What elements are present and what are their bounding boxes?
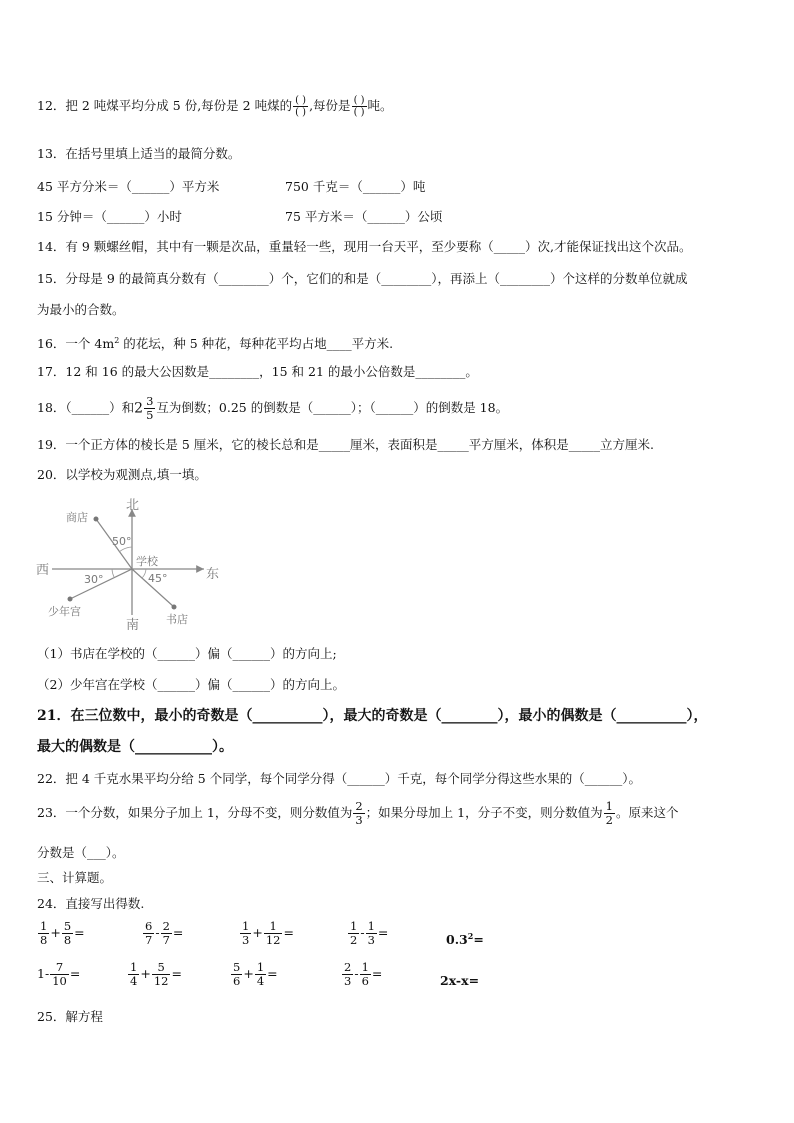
q12-mid: ,每份是 [309, 98, 351, 113]
question-19: 19．一个正方体的棱长是 5 厘米，它的棱长总和是_____厘米，表面积是_____平方厘米，体积是_____立方厘米. [37, 437, 655, 452]
question-23-line2: 分数是（___）。 [37, 845, 125, 860]
question-21-line2: 最大的偶数是（___________）。 [37, 739, 233, 755]
label-school: 学校 [136, 555, 158, 568]
label-palace: 少年宫 [48, 605, 81, 618]
question-16 [37, 333, 393, 352]
q18-fraction: $\frac{3}{5}$ [146, 394, 154, 422]
question-23 [37, 800, 678, 827]
q13-row2-a: 15 分钟＝（______）小时 [37, 209, 182, 224]
q13-row2-b: 75 平方米＝（______）公顷 [285, 209, 443, 224]
q13-row1-b: 750 千克＝（______）吨 [285, 179, 426, 194]
question-21-line1: 21．在三位数中，最小的奇数是（__________），最大的奇数是（________），最小的偶数是（__________）， [37, 708, 708, 724]
q16-text-b: 的花坛，种 5 种花，每种花平均占地____平方米. [119, 336, 394, 352]
calc-8: $\frac{5}{6}$ + $\frac{1}{4}$ = [233, 960, 278, 988]
question-24-title: 24．直接写出得数. [37, 896, 145, 911]
calc-6: 1- $\frac{7}{10}$ = [37, 960, 81, 988]
label-north: 北 [126, 498, 140, 513]
q23-text-b: ；如果分母加上 1，分子不变，则分数值为 [365, 805, 603, 820]
question-20-title: 20．以学校为观测点,填一填。 [37, 467, 207, 482]
calc-7: $\frac{1}{4}$ + $\frac{5}{12}$ = [130, 960, 182, 988]
q16-sup: 2 [114, 336, 120, 345]
question-14: 14．有 9 颗螺丝帽，其中有一颗是次品，重量轻一些，现用一台天平，至少要称（_____）次,才能保证找出这个次品。 [37, 239, 692, 254]
q12-text: 12．把 2 吨煤平均分成 5 份,每份是 2 吨煤的 [37, 98, 293, 113]
calc-9: $\frac{2}{3}$ - $\frac{1}{6}$ = [344, 960, 383, 988]
q13-row1-a: 45 平方分米＝（______）平方米 [37, 179, 220, 194]
label-east: 东 [206, 567, 220, 582]
compass-diagram [34, 497, 234, 632]
calc-3: $\frac{1}{3}$ + $\frac{1}{12}$ = [242, 919, 294, 947]
question-17: 17．12 和 16 的最大公因数是________，15 和 21 的最小公倍数是________。 [37, 364, 478, 379]
question-20-sub1: （1）书店在学校的（______）偏（______）的方向上; [37, 646, 337, 661]
question-13-title: 13．在括号里填上适当的最简分数。 [37, 146, 241, 161]
calc-4: $\frac{1}{2}$ - $\frac{1}{3}$ = [350, 919, 389, 947]
question-20-sub2: （2）少年宫在学校（______）偏（______）的方向上。 [37, 677, 345, 692]
q23-text-c: 。原来这个 [615, 805, 679, 820]
label-bookstore: 书店 [166, 613, 188, 626]
q12-end: 吨。 [367, 98, 393, 113]
calc-10: 2x-x= [440, 973, 480, 988]
q23-fraction-1: $\frac{2}{3}$ [355, 799, 363, 827]
q23-text-a: 23．一个分数，如果分子加上 1，分母不变，则分数值为 [37, 805, 353, 820]
palace-point [68, 597, 73, 602]
calc-1: $\frac{1}{8}$ + $\frac{5}{8}$ = [40, 919, 85, 947]
q12-blank-fraction-2: $\frac{( )}{( )}$ [353, 95, 365, 118]
q16-text-a: 16．一个 4m [37, 336, 115, 352]
label-west: 西 [36, 563, 50, 578]
label-angle-50: 50° [112, 535, 132, 548]
q12-blank-fraction-1: $\frac{( )}{( )}$ [295, 95, 307, 118]
question-12 [37, 95, 393, 118]
bookstore-point [172, 605, 177, 610]
label-south: 南 [126, 618, 140, 632]
q23-fraction-2: $\frac{1}{2}$ [605, 799, 613, 827]
question-22: 22．把 4 千克水果平均分给 5 个同学，每个同学分得（______）千克，每个同学分得这些水果的（______）。 [37, 771, 641, 786]
label-shop: 商店 [66, 511, 88, 524]
label-angle-45: 45° [148, 572, 168, 585]
question-25: 25．解方程 [37, 1009, 103, 1024]
question-15-line2: 为最小的合数。 [37, 302, 125, 317]
question-18 [37, 395, 508, 422]
q18-text-b: 互为倒数；0.25 的倒数是（______）；（______）的倒数是 18。 [156, 400, 509, 415]
q18-text-a: 18．（______）和 [37, 400, 135, 415]
calc-5: $0.3^2=$ [446, 931, 484, 948]
label-angle-30: 30° [84, 573, 104, 586]
section-3-title: 三、计算题。 [37, 870, 113, 885]
calc-2: $\frac{6}{7}$ - $\frac{2}{7}$ = [145, 919, 184, 947]
shop-point [94, 517, 99, 522]
question-15-line1: 15．分母是 9 的最简真分数有（________）个，它们的和是（________），再添上（________）个这样的分数单位就成 [37, 271, 688, 286]
q18-mixed-whole: 2 [134, 400, 144, 417]
